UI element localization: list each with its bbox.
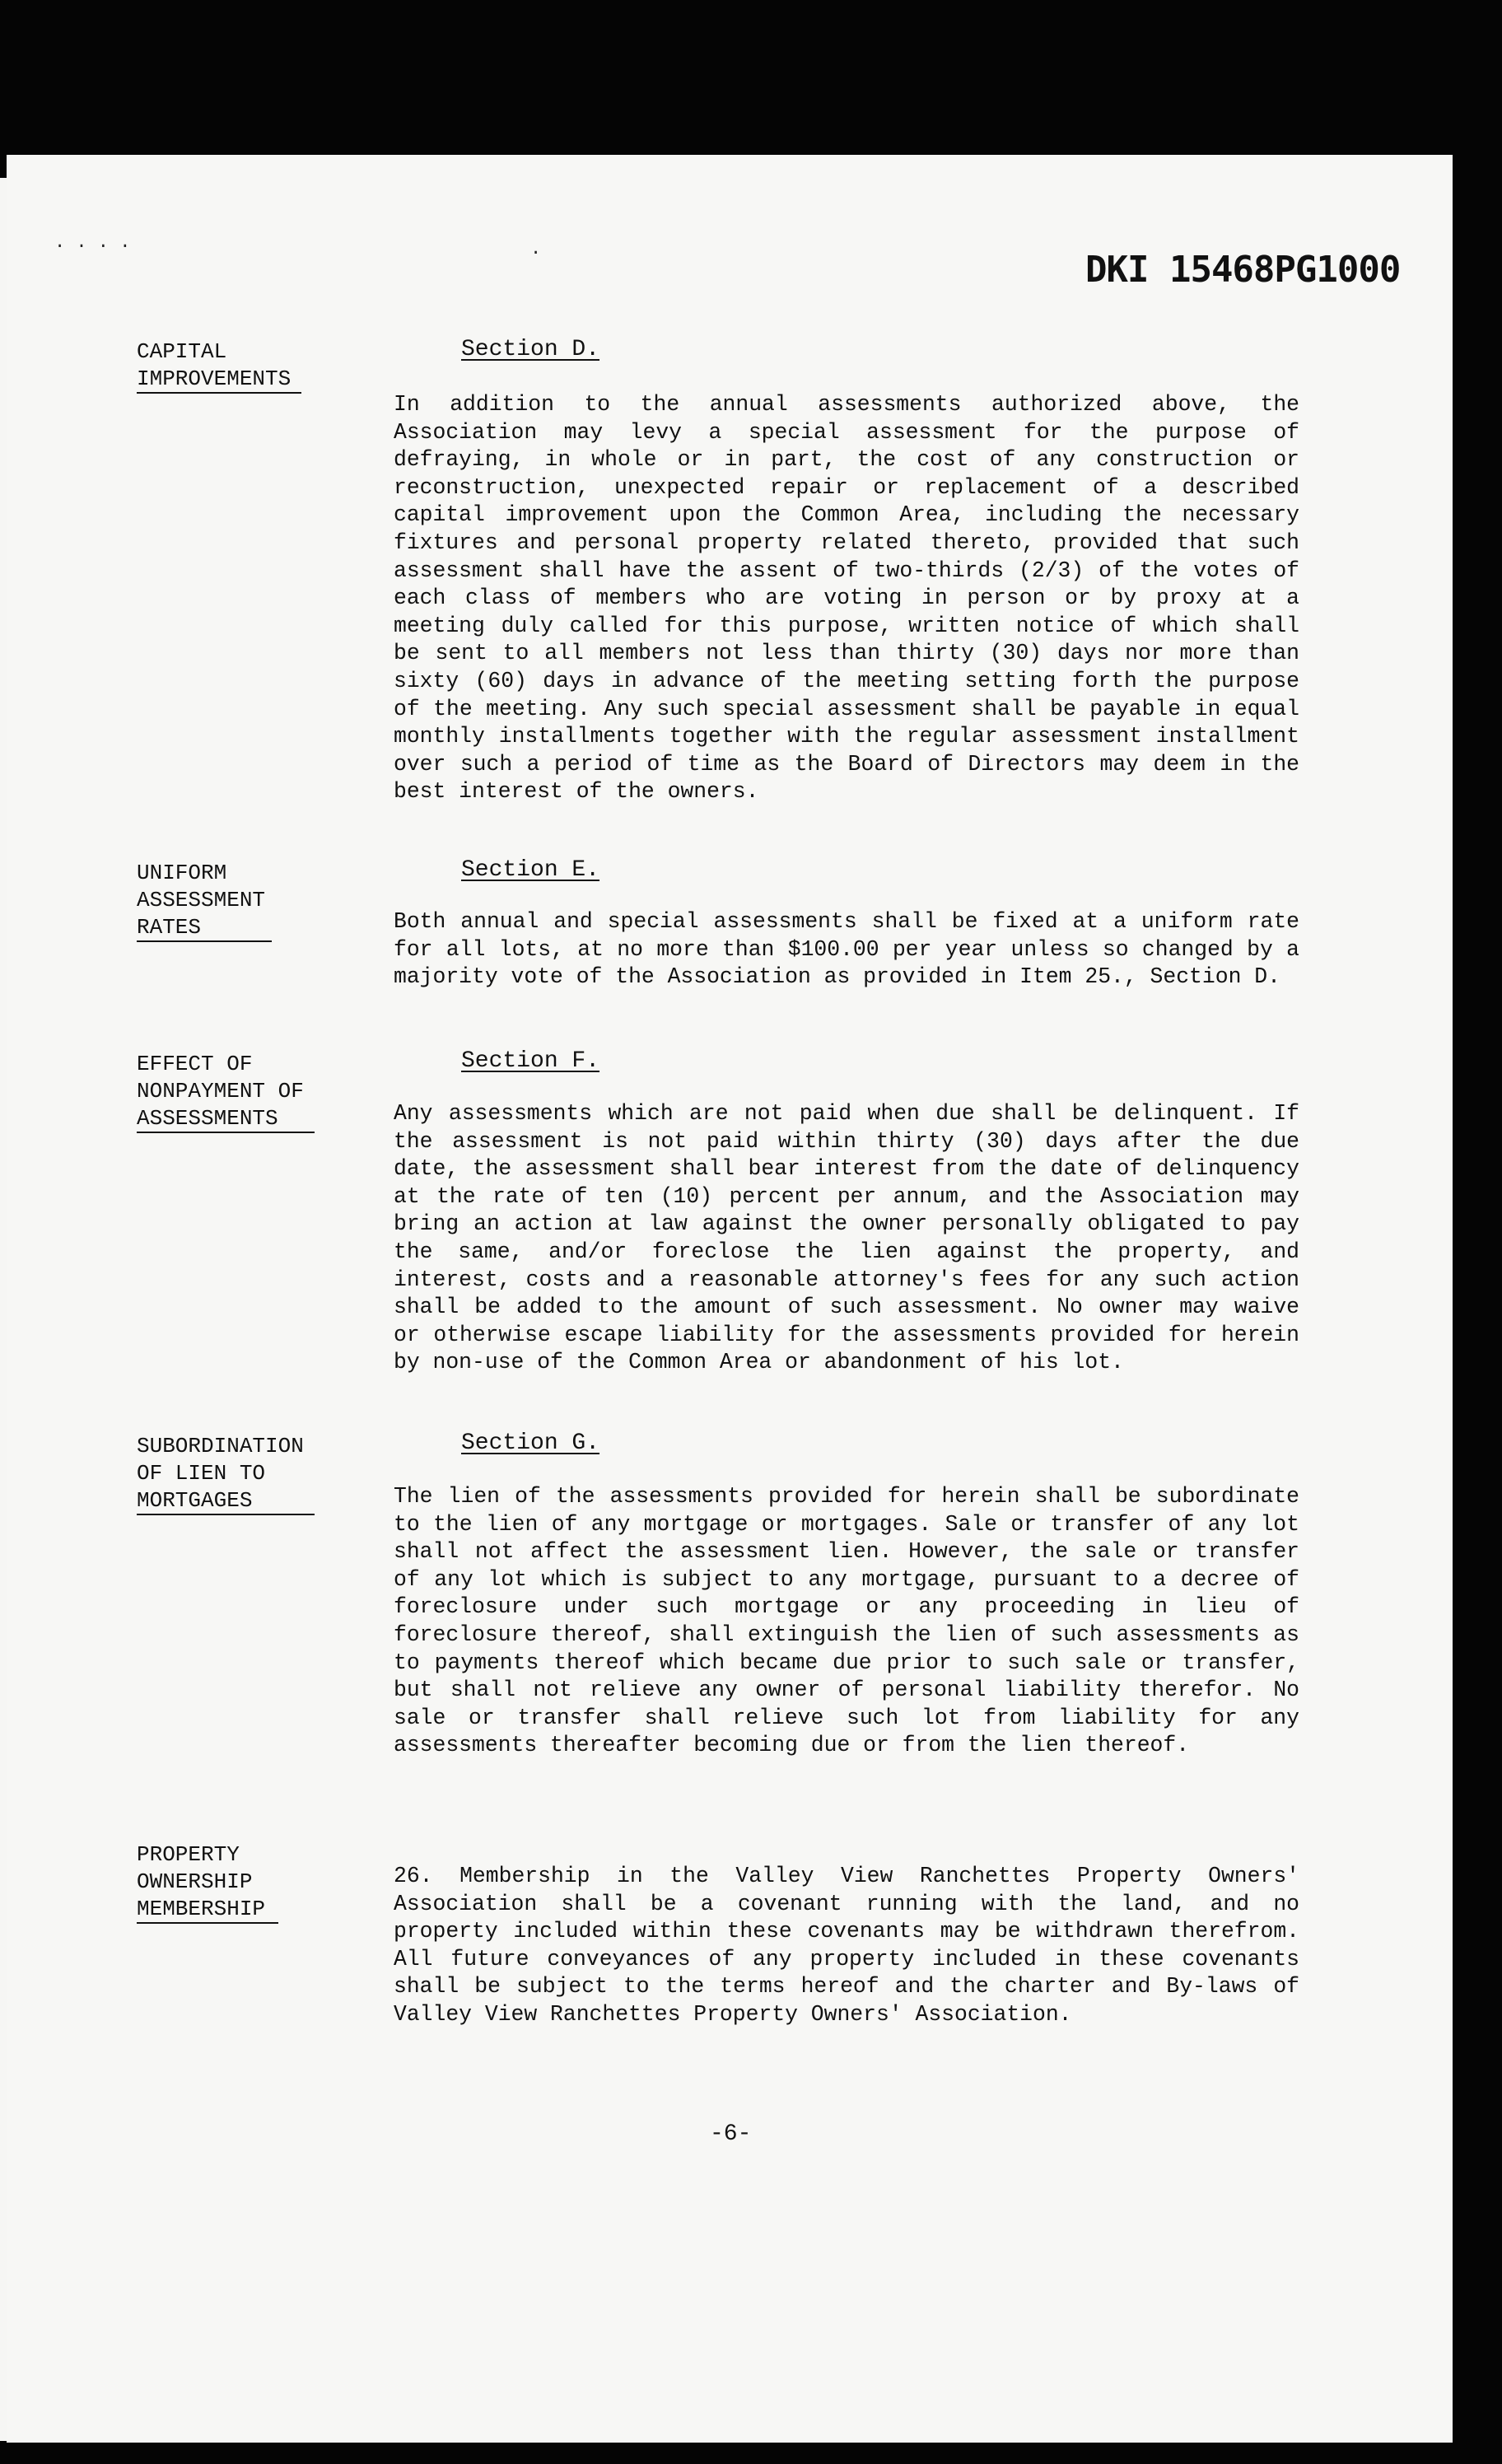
section-g-text: The lien of the assessments provided for herein shall be subordinate to the lien of any mortgage or mortgages. Sale or transfer of any lot shall not affect the assessment lien. However, the sale or transfer of any lot which is subject to any mortgage, pursuant to a decree of foreclosure under such mortgage or any proceeding in lieu of foreclosure thereof, shall extinguish the lien of such assessments as to payments thereof which became due prior to such sale or transfer, but shall not relieve any owner of personal liability therefor. No sale or transfer shall relieve such lot from liability for any assessments thereafter becoming due or from the lien thereof.	[394, 1484, 1299, 1758]
margin-label-underline	[137, 1922, 278, 1924]
margin-label-subordination-of-lien: SUBORDINATION OF LIEN TO MORTGAGES	[137, 1434, 304, 1513]
margin-label-effect-of-nonpayment: EFFECT OF NONPAYMENT OF ASSESSMENTS	[137, 1052, 304, 1131]
section-d-text: In addition to the annual assessments authorized above, the Association may levy a special assessment for the purpose of defraying, in whole or in part, the cost of any construction or reconstruction, unexpected repair or replacement of a described capital improvement upon the Common Area, including the necessary fixtures and personal property related thereto, provided that such assessment shall have the assent of two-thirds (2/3) of the votes of each class of members who are voting in person or by proxy at a meeting duly called for this purpose, written notice of which shall be sent to all members not less than thirty (30) days nor more than sixty (60) days in advance of the meeting setting forth the purpose of the meeting. Any such special assessment shall be payable in equal monthly installments together with the regular assessment installment over such a period of time as the Board of Directors may deem in the best interest of the owners.	[394, 392, 1299, 805]
item-26-text: 26. Membership in the Valley View Ranchettes Property Owners' Association shall be a covenant running with the land, and no property included within these covenants may be withdrawn therefrom. All future conveyances of any property included in these covenants shall be subject to the terms hereof and the charter and By-laws of Valley View Ranchettes Property Owners' Association.	[394, 1864, 1299, 2027]
scan-border-bottom	[0, 2441, 1502, 2464]
section-f-text: Any assessments which are not paid when due shall be delinquent. If the assessment is not paid within thirty (30) days after the due date, the assessment shall bear interest from the date of delinquency at the rate of ten (10) percent per annum, and the Association may bring an action at law against the owner personally obligated to pay the same, and/or foreclose the lien against the property, and interest, costs and a reasonable attorney's fees for any such action shall be added to the amount of such assessment. No owner may waive or otherwise escape liability for the assessments provided for herein by non-use of the Common Area or abandonment of his lot.	[394, 1101, 1299, 1375]
margin-label-capital-improvements: CAPITAL IMPROVEMENTS	[137, 339, 292, 391]
margin-label-underline	[137, 940, 272, 942]
section-e-text: Both annual and special assessments shall be fixed at a uniform rate for all lots, at no more than $100.00 per year unless so changed by a majority vote of the Association as provided in Item 25., Section D.	[394, 909, 1299, 990]
section-heading-g: Section G.	[461, 1430, 600, 1456]
page-number: -6-	[710, 2121, 752, 2147]
margin-label-uniform-assessment-rates: UNIFORM ASSESSMENT RATES	[137, 861, 266, 940]
margin-label-underline	[137, 1132, 315, 1133]
margin-label-underline	[137, 1514, 315, 1515]
margin-label-property-ownership-membership: PROPERTY OWNERSHIP MEMBERSHIP	[137, 1842, 266, 1921]
section-heading-e: Section E.	[461, 857, 600, 883]
scan-speck: . . . .	[54, 232, 131, 253]
scan-border-top	[0, 0, 1502, 156]
scan-speck: .	[530, 239, 542, 259]
section-heading-f: Section F.	[461, 1048, 600, 1074]
margin-label-underline	[137, 392, 301, 394]
document-number: DKI 15468PG1000	[1085, 249, 1401, 291]
scan-border-right	[1451, 0, 1502, 2464]
section-heading-d: Section D.	[461, 337, 600, 362]
